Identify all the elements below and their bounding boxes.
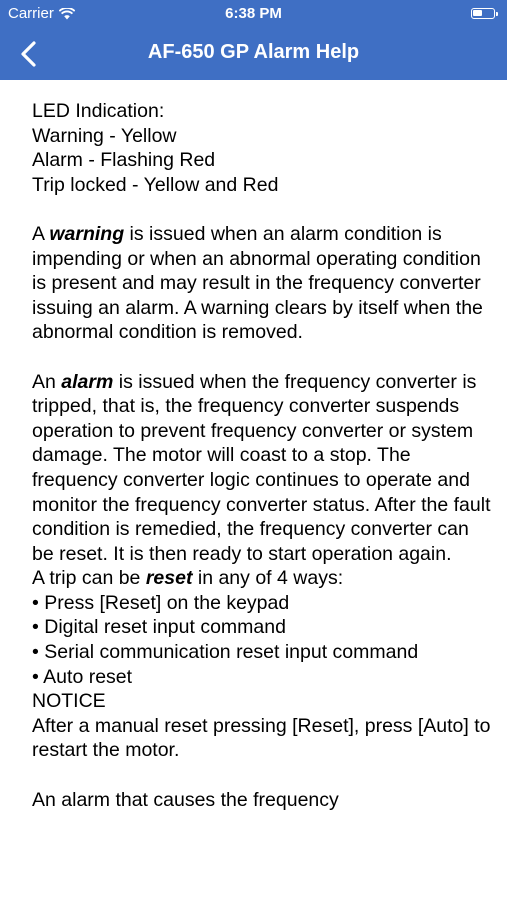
spacer: [32, 763, 492, 788]
warning-prefix: A: [32, 222, 50, 245]
alarm-emphasis: alarm: [61, 370, 114, 393]
spacer: [32, 197, 492, 222]
reset-emphasis: reset: [145, 567, 193, 590]
list-item: • Press [Reset] on the keypad: [32, 591, 290, 614]
list-item: • Auto reset: [32, 665, 133, 688]
led-trip-locked: Trip locked - Yellow and Red: [32, 173, 279, 196]
list-item: • Digital reset input command: [32, 616, 286, 639]
notice-text: After a manual reset pressing [Reset], press [Auto] to restart the motor.: [32, 714, 491, 762]
carrier-label: Carrier: [8, 5, 54, 22]
warning-text: is issued when an alarm condition is impending or when an abnormal operating condition is present and may result in the frequency converter issuing an alarm. A warning clears by itself when the abnormal condition is removed.: [32, 222, 483, 344]
notice-label: NOTICE: [32, 690, 106, 713]
status-time: 6:38 PM: [225, 5, 282, 22]
led-warning: Warning - Yellow: [32, 124, 177, 147]
led-heading: LED Indication:: [32, 100, 165, 122]
spacer: [32, 345, 492, 370]
reset-prefix: A trip can be: [32, 567, 146, 590]
page-title: AF-650 GP Alarm Help: [147, 41, 360, 63]
trailing-text: An alarm that causes the frequency: [32, 788, 339, 811]
list-item: • Serial communication reset input command: [32, 641, 419, 664]
alarm-text: is issued when the frequency converter is tripped, that is, the frequency converter suspends operation to prevent frequency converter or system damage. The motor will coast to a stop. The frequency converter logic continues to operate and monitor the frequency converter status. After the fault condition is remedied, the frequency converter can be reset. It is then ready to start operation again.: [32, 370, 491, 565]
app-header: [0, 0, 507, 80]
warning-emphasis: warning: [49, 222, 125, 245]
battery-icon: [471, 8, 495, 19]
status-bar: [0, 0, 507, 28]
alarm-prefix: An: [32, 370, 62, 393]
help-content: [32, 99, 492, 812]
reset-line: [32, 566, 492, 591]
alarm-paragraph: [32, 370, 492, 567]
navigation-bar: [0, 28, 507, 80]
led-alarm: Alarm - Flashing Red: [32, 149, 216, 172]
warning-paragraph: [32, 222, 492, 345]
reset-text: in any of 4 ways:: [192, 567, 344, 590]
